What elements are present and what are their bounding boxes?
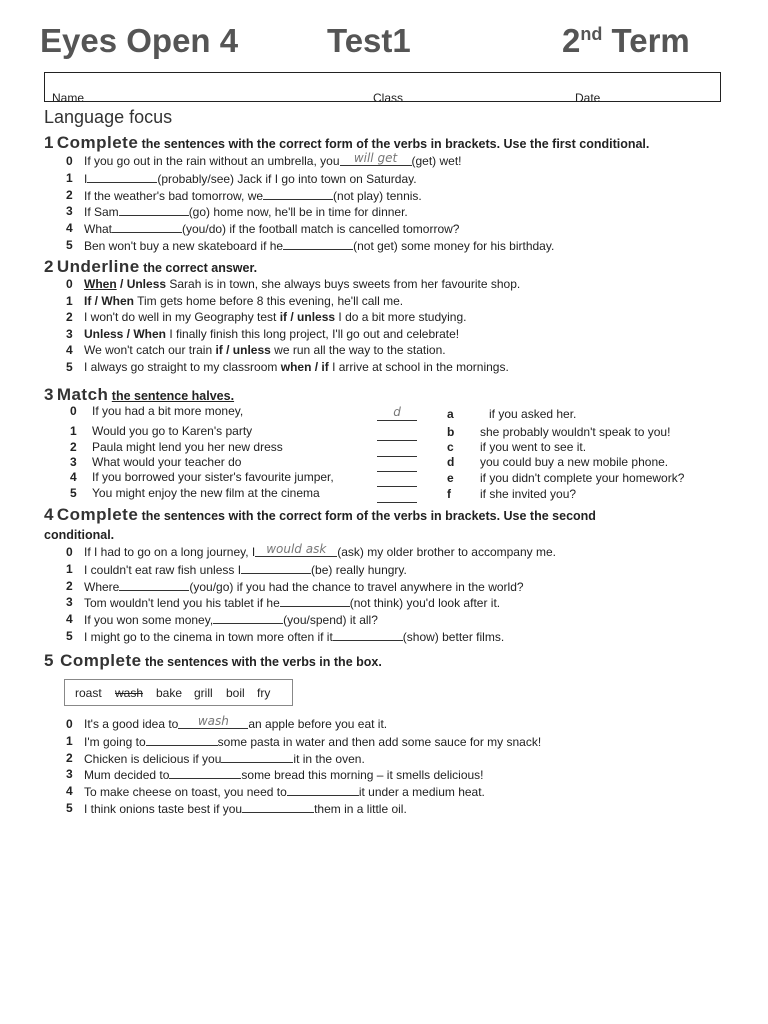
question-number: 1 (66, 170, 73, 185)
question-number: 4 (66, 784, 73, 799)
word-grill: grill (194, 686, 213, 700)
answer-blank[interactable] (119, 204, 189, 216)
question-text (84, 734, 541, 749)
question-number: 5 (66, 801, 73, 815)
question-text (84, 171, 417, 186)
question-text-end: some bread this morning – it smells delicious! (241, 768, 484, 783)
question-text (84, 327, 459, 341)
question-text (84, 188, 422, 203)
choice-separator: / (116, 277, 127, 291)
answer-blank[interactable] (287, 784, 359, 796)
question-text (84, 204, 408, 219)
answer-blank[interactable] (221, 751, 293, 763)
question-text-start: If Sam (84, 205, 119, 220)
question-text-end: I finally finish this long project, I'll go out and celebrate! (166, 326, 460, 341)
answer-blank[interactable] (280, 595, 350, 607)
section-5-heading: 5 Complete the sentences with the verbs in the box. (44, 651, 382, 670)
student-info-box: Name Class Date (44, 72, 721, 102)
sentence-half: If you had a bit more money, (92, 404, 244, 418)
question-number: 5 (66, 360, 73, 374)
question-text (84, 277, 520, 291)
question-text-start: We won't catch our train (84, 343, 216, 358)
question-text (84, 751, 365, 766)
question-text-start: Mum decided to (84, 768, 170, 783)
question-number: 1 (66, 733, 73, 748)
question-number: 2 (66, 187, 73, 202)
sentence-half: if she invited you? (480, 487, 577, 501)
question-number: 2 (66, 750, 73, 765)
sentence-half: Paula might lend you her new dress (92, 440, 283, 454)
option-letter: d (447, 455, 455, 469)
answer-blank[interactable] (169, 767, 241, 779)
choice-option[interactable]: Unless / When (84, 326, 167, 341)
question-text-end: some pasta in water and then add some sauce for my snack! (217, 734, 542, 749)
question-text-end: (show) better films. (402, 630, 505, 644)
question-text-start: I couldn't eat raw fish unless I (84, 562, 242, 577)
question-text (84, 579, 524, 594)
section-1-heading: 1 Complete the sentences with the correct form of the verbs in brackets. Use the first conditional. (44, 133, 650, 152)
question-number: 2 (66, 578, 73, 593)
test-title: Test1 (327, 22, 411, 59)
question-text-start: If I had to go on a long journey, I (84, 545, 256, 559)
question-text-start: Tom wouldn't lend you his tablet if he (84, 596, 280, 611)
question-number: 2 (66, 310, 73, 325)
question-text-end: it in the oven. (293, 751, 365, 766)
answer-blank[interactable] (241, 562, 311, 574)
question-text (84, 360, 509, 374)
question-text (84, 310, 466, 324)
question-number: 4 (66, 221, 73, 236)
question-number: 5 (66, 629, 73, 643)
word-roast: roast (75, 686, 102, 700)
question-number: 1 (66, 293, 73, 308)
section-4-heading: 4 Complete the sentences with the correct form of the verbs in brackets. Use the second (44, 505, 596, 524)
word-wash: wash (115, 686, 144, 700)
question-number: 1 (66, 561, 73, 576)
question-text (84, 714, 388, 732)
question-text-end: them in a little oil. (314, 802, 407, 816)
question-text (84, 784, 485, 799)
question-text (84, 767, 484, 782)
sentence-half: If you borrowed your sister's favourite jumper, (92, 470, 334, 484)
answer-blank[interactable] (283, 238, 353, 250)
question-text-end: (not play) tennis. (333, 188, 422, 203)
question-number: 1 (70, 424, 77, 438)
example-answer: wash (178, 714, 248, 729)
option-letter: e (447, 471, 454, 485)
match-answer-blank[interactable] (377, 502, 417, 503)
answer-blank[interactable] (242, 801, 314, 813)
question-text-end: Tim gets home before 8 this evening, he'll call me. (134, 293, 404, 308)
match-answer-blank[interactable] (377, 456, 417, 457)
question-text-start: Where (84, 579, 120, 594)
option-letter: b (447, 425, 455, 439)
question-text (84, 343, 446, 357)
word-boil: boil (226, 686, 245, 700)
example-answer: d (393, 405, 401, 419)
section-3-heading: 3 Match the sentence halves. (44, 385, 235, 404)
question-text-start: If you go out in the rain without an umbrella, you (84, 154, 340, 168)
language-focus-heading: Language focus (44, 107, 173, 127)
question-number: 0 (66, 717, 73, 731)
option-letter: a (447, 407, 454, 421)
question-text (84, 151, 462, 169)
choice-option[interactable]: if / unless (279, 310, 336, 325)
question-number: 2 (70, 440, 77, 454)
word-bake: bake (156, 686, 183, 700)
question-text-end: (get) wet! (411, 154, 462, 168)
question-number: 3 (66, 595, 73, 610)
question-text-start: It's a good idea to (84, 717, 179, 731)
sentence-half: if you didn't complete your homework? (480, 471, 685, 485)
sentence-half: Would you go to Karen's party (92, 424, 253, 438)
question-text (84, 294, 403, 308)
answer-blank[interactable] (213, 612, 283, 624)
choice-option[interactable]: if / unless (215, 343, 271, 358)
answer-blank[interactable] (333, 629, 403, 641)
question-text-start: Ben won't buy a new skateboard if he (84, 239, 284, 253)
question-text-end: (go) home now, he'll be in time for dinner. (188, 205, 408, 220)
question-text (84, 221, 459, 236)
choice-option[interactable]: Unless (126, 277, 167, 291)
question-text (84, 801, 407, 816)
question-text-end: (be) really hungry. (311, 562, 407, 577)
match-answer-blank[interactable] (377, 486, 417, 487)
option-letter: c (447, 440, 454, 454)
question-text-start: What (84, 222, 113, 237)
match-answer-blank[interactable] (377, 471, 417, 472)
question-text-end: an apple before you eat it. (248, 717, 388, 731)
question-text-start: If you won some money, (84, 613, 214, 628)
question-text (84, 562, 407, 577)
example-answer: will get (340, 151, 412, 166)
question-number: 3 (66, 767, 73, 782)
question-number: 0 (66, 545, 73, 559)
sentence-half: if you asked her. (489, 407, 577, 421)
question-text-end: (ask) my older brother to accompany me. (337, 545, 556, 559)
question-text-start: I'm going to (84, 734, 146, 749)
question-number: 0 (66, 277, 73, 291)
question-text-end: (not think) you'd look after it. (349, 596, 501, 611)
choice-option[interactable]: If / When (84, 293, 134, 308)
word-fry: fry (257, 686, 271, 700)
question-text-end: (you/go) if you had the chance to travel anywhere in the world? (189, 579, 524, 594)
sentence-half: What would your teacher do (92, 455, 242, 469)
example-answer: would ask (255, 542, 337, 557)
question-text-end: it under a medium heat. (358, 785, 485, 800)
section-4-heading-cont: conditional. (44, 528, 115, 542)
match-answer-blank[interactable] (377, 405, 417, 421)
answer-blank[interactable] (146, 734, 218, 746)
match-answer-blank[interactable] (377, 440, 417, 441)
question-text-end: Sarah is in town, she always buys sweets from her favourite shop. (166, 277, 521, 291)
question-number: 5 (66, 238, 73, 252)
book-title: Eyes Open 4 (40, 22, 239, 59)
word-box (64, 679, 293, 706)
question-text (84, 595, 500, 610)
question-text (84, 629, 504, 644)
question-number: 5 (70, 486, 77, 500)
question-number: 4 (66, 343, 73, 358)
question-text (84, 612, 378, 627)
question-text-end: I do a bit more studying. (335, 310, 467, 325)
question-text-end: I arrive at school in the mornings. (328, 360, 509, 374)
choice-option[interactable]: when / if (280, 360, 329, 374)
answer-blank[interactable] (119, 579, 189, 591)
question-text-start: I might go to the cinema in town more often if it (84, 630, 333, 644)
answer-blank[interactable] (263, 188, 333, 200)
sentence-half: she probably wouldn't speak to you! (480, 425, 671, 439)
question-text-end: (you/do) if the football match is cancelled tomorrow? (182, 222, 460, 237)
choice-option[interactable]: When (84, 277, 117, 291)
sentence-half: if you went to see it. (480, 440, 587, 454)
question-text-start: I think onions taste best if you (84, 802, 243, 816)
question-text-start: If the weather's bad tomorrow, we (84, 188, 264, 203)
question-text-end: (not get) some money for his birthday. (353, 239, 555, 253)
question-text-end: we run all the way to the station. (270, 343, 446, 358)
question-number: 3 (70, 455, 77, 469)
option-letter: f (447, 487, 451, 501)
question-number: 3 (66, 204, 73, 219)
question-number: 3 (66, 326, 73, 341)
sentence-half: you could buy a new mobile phone. (480, 455, 669, 469)
question-number: 4 (70, 470, 77, 484)
question-text-end: (you/spend) it all? (283, 613, 378, 628)
answer-blank[interactable] (87, 171, 157, 183)
section-2-heading: 2 Underline the correct answer. (44, 257, 258, 276)
sentence-half: You might enjoy the new film at the cinema (92, 486, 320, 500)
question-text-start: Chicken is delicious if you (84, 751, 222, 766)
answer-blank[interactable] (112, 221, 182, 233)
question-text-end: (probably/see) Jack if I go into town on Saturday. (157, 171, 417, 186)
question-number: 4 (66, 612, 73, 627)
question-number: 0 (66, 154, 73, 168)
question-text (84, 238, 554, 253)
question-text-start: I won't do well in my Geography test (84, 310, 280, 325)
question-text (84, 542, 556, 560)
question-text-start: I (84, 171, 88, 186)
term-title: 2nd Term (562, 22, 690, 59)
question-text-start: To make cheese on toast, you need to (84, 785, 287, 800)
question-number: 0 (70, 404, 77, 418)
question-text-start: I always go straight to my classroom (84, 360, 281, 374)
